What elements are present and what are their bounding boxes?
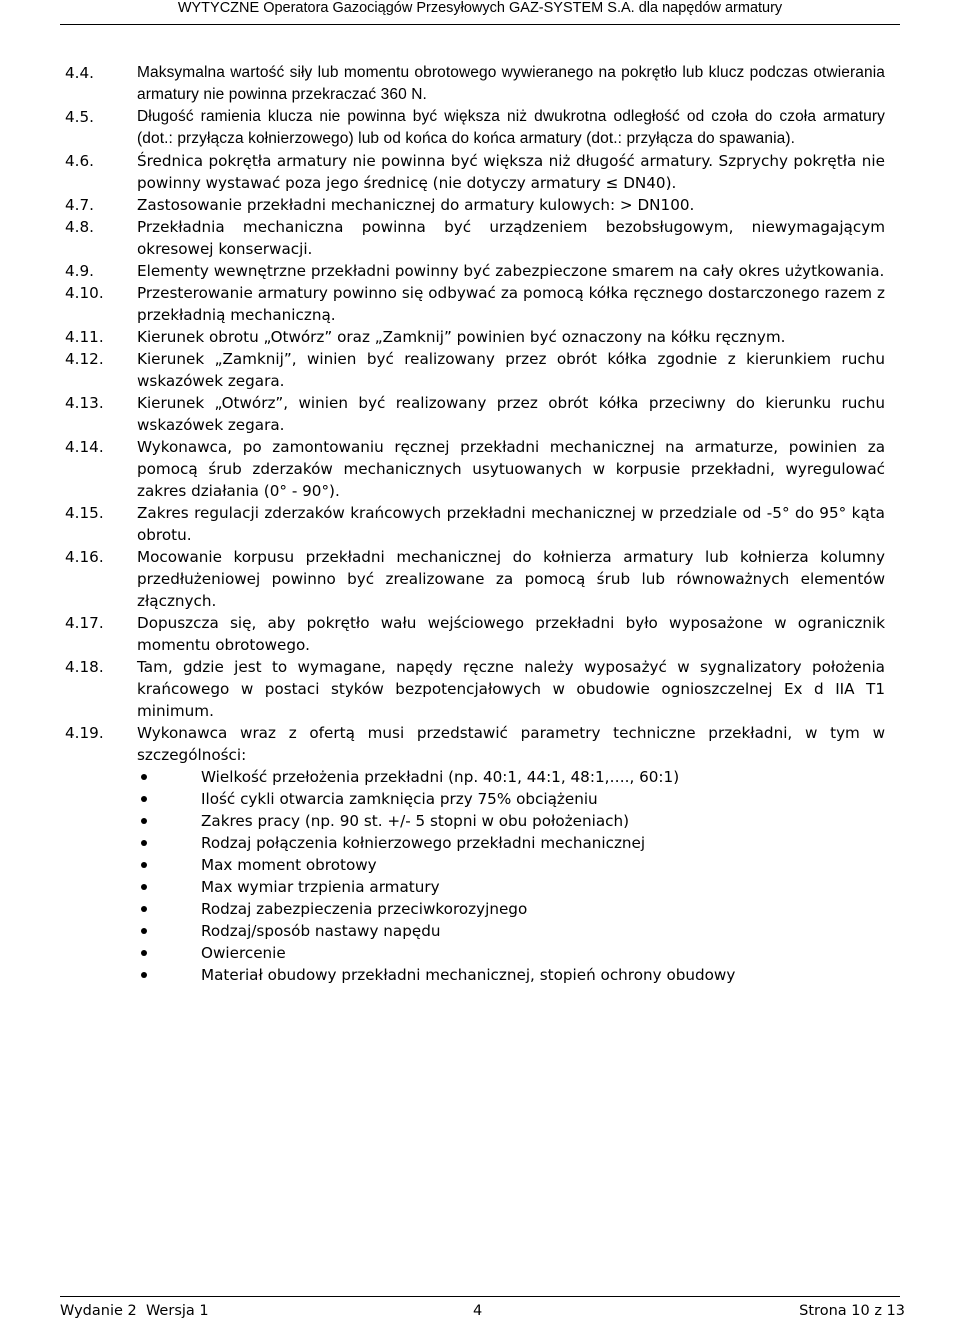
bullet-text: Ilość cykli otwarcia zamknięcia przy 75% obciążeniu [201,790,598,808]
item-text: Długość ramienia klucza nie powinna być większa niż dwukrotna odległość od czoła do czoła armatury (dot.: przyłącza kołnierzowego) lub od końca do końca armatury (dot.: przyłącza do spawania). [137,108,885,147]
list-item [65,546,885,612]
bullet-item [137,920,735,942]
item-number: 4.14. [65,438,104,456]
item-number: 4.17. [65,614,104,632]
list-item [65,502,885,546]
item-number: 4.6. [65,152,94,170]
bullet-item [137,876,735,898]
list-item [65,436,885,502]
item-text: Średnica pokrętła armatury nie powinna być większa niż długość armatury. Szprychy pokrętła nie powinny wystawać poza jego średnicę (nie dotyczy armatury ≤ DN40). [137,152,885,192]
item-number: 4.18. [65,658,104,676]
item-number: 4.7. [65,196,94,214]
bullet-icon [137,876,201,898]
bullet-icon [137,788,201,810]
item-text: Kierunek obrotu „Otwórz” oraz „Zamknij” powinien być oznaczony na kółku ręcznym. [137,328,786,346]
bullet-item [137,854,735,876]
bullet-icon [137,942,201,964]
list-item [65,348,885,392]
item-text: Dopuszcza się, aby pokrętło wału wejściowego przekładni było wyposażone w ogranicznik momentu obrotowego. [137,614,885,654]
list-item [65,326,885,348]
numbered-list [65,62,885,766]
item-text: Maksymalna wartość siły lub momentu obrotowego wywieranego na pokrętło lub klucz podczas otwierania armatury nie powinna przekraczać 360 N. [137,64,885,103]
bullet-icon [137,832,201,854]
list-item [65,194,885,216]
list-item [65,106,885,150]
item-number: 4.5. [65,108,94,126]
footer-divider [60,1296,900,1297]
item-text: Przekładnia mechaniczna powinna być urządzeniem bezobsługowym, niewymagającym okresowej konserwacji. [137,218,885,258]
list-item [65,656,885,722]
list-item [65,392,885,436]
item-number: 4.10. [65,284,104,302]
item-number: 4.12. [65,350,104,368]
bullet-item [137,898,735,920]
list-item [65,62,885,106]
bullet-text: Rodzaj połączenia kołnierzowego przekładni mechanicznej [201,834,646,852]
bullet-text: Materiał obudowy przekładni mechanicznej, stopień ochrony obudowy [201,966,736,984]
bullet-text: Owiercenie [201,944,286,962]
list-item [65,282,885,326]
bullet-text: Max wymiar trzpienia armatury [201,878,440,896]
bullet-text: Rodzaj zabezpieczenia przeciwkorozyjnego [201,900,528,918]
bullet-icon [137,810,201,832]
header-divider [60,24,900,25]
bullet-icon [137,898,201,920]
item-number: 4.9. [65,262,94,280]
bullet-icon [137,766,201,788]
item-number: 4.16. [65,548,104,566]
list-item [65,216,885,260]
item-text: Tam, gdzie jest to wymagane, napędy ręczne należy wyposażyć w sygnalizatory położenia krańcowego w postaci styków bezpotencjałowych w obudowie ognioszczelnej Ex d IIA T1 minimum. [137,658,885,720]
bullet-item [137,942,735,964]
item-text: Zastosowanie przekładni mechanicznej do armatury kulowych: > DN100. [137,196,695,214]
item-number: 4.15. [65,504,104,522]
page-header: WYTYCZNE Operatora Gazociągów Przesyłowych GAZ-SYSTEM S.A. dla napędów armatury [177,0,783,16]
item-text: Wykonawca, po zamontowaniu ręcznej przekładni mechanicznej na armaturze, powinien za pomocą śrub zderzaków mechanicznych usytuowanych w korpusie przekładni, wyregulować zakres działania (0° - 90°). [137,438,885,500]
item-text: Przesterowanie armatury powinno się odbywać za pomocą kółka ręcznego dostarczonego razem z przekładnią mechaniczną. [137,284,885,324]
bullet-text: Zakres pracy (np. 90 st. +/- 5 stopni w obu położeniach) [201,812,630,830]
list-item [65,722,885,766]
bullet-item [137,766,735,788]
item-number: 4.19. [65,724,104,742]
item-text: Kierunek „Zamknij”, winien być realizowany przez obrót kółka zgodnie z kierunkiem ruchu wskazówek zegara. [137,350,885,390]
item-text: Kierunek „Otwórz”, winien być realizowany przez obrót kółka przeciwny do kierunku ruchu wskazówek zegara. [137,394,885,434]
item-text: Wykonawca wraz z ofertą musi przedstawić parametry techniczne przekładni, w tym w szczególności: [137,724,885,764]
bullet-text: Wielkość przełożenia przekładni (np. 40:1, 44:1, 48:1,…., 60:1) [201,768,680,786]
bullet-item [137,788,735,810]
bullet-text: Rodzaj/sposób nastawy napędu [201,922,441,940]
footer-middle-number: 4 [473,1303,483,1319]
bullet-text: Max moment obrotowy [201,856,377,874]
page-number: Strona 10 z 13 [799,1303,905,1319]
bullet-item [137,832,735,854]
page-footer [60,1303,905,1323]
item-number: 4.8. [65,218,94,236]
bullet-icon [137,854,201,876]
item-number: 4.13. [65,394,104,412]
item-number: 4.11. [65,328,104,346]
item-text: Zakres regulacji zderzaków krańcowych przekładni mechanicznej w przedziale od -5° do 95° kąta obrotu. [137,504,885,544]
edition-label: Wydanie 2 Wersja 1 [60,1303,209,1319]
item-text: Mocowanie korpusu przekładni mechanicznej do kołnierza armatury lub kołnierza kolumny przedłużeniowej powinno być zrealizowane za pomocą śrub lub równoważnych elementów złącznych. [137,548,885,610]
list-item [65,260,885,282]
bullet-item [137,810,735,832]
list-item [65,150,885,194]
item-text: Elementy wewnętrzne przekładni powinny być zabezpieczone smarem na cały okres użytkowania. [137,262,885,280]
bullet-icon [137,920,201,942]
bullet-icon [137,964,201,986]
item-number: 4.4. [65,64,94,82]
document-body [65,62,885,986]
list-item [65,612,885,656]
bullet-item [137,964,735,986]
bullet-list [137,766,735,986]
